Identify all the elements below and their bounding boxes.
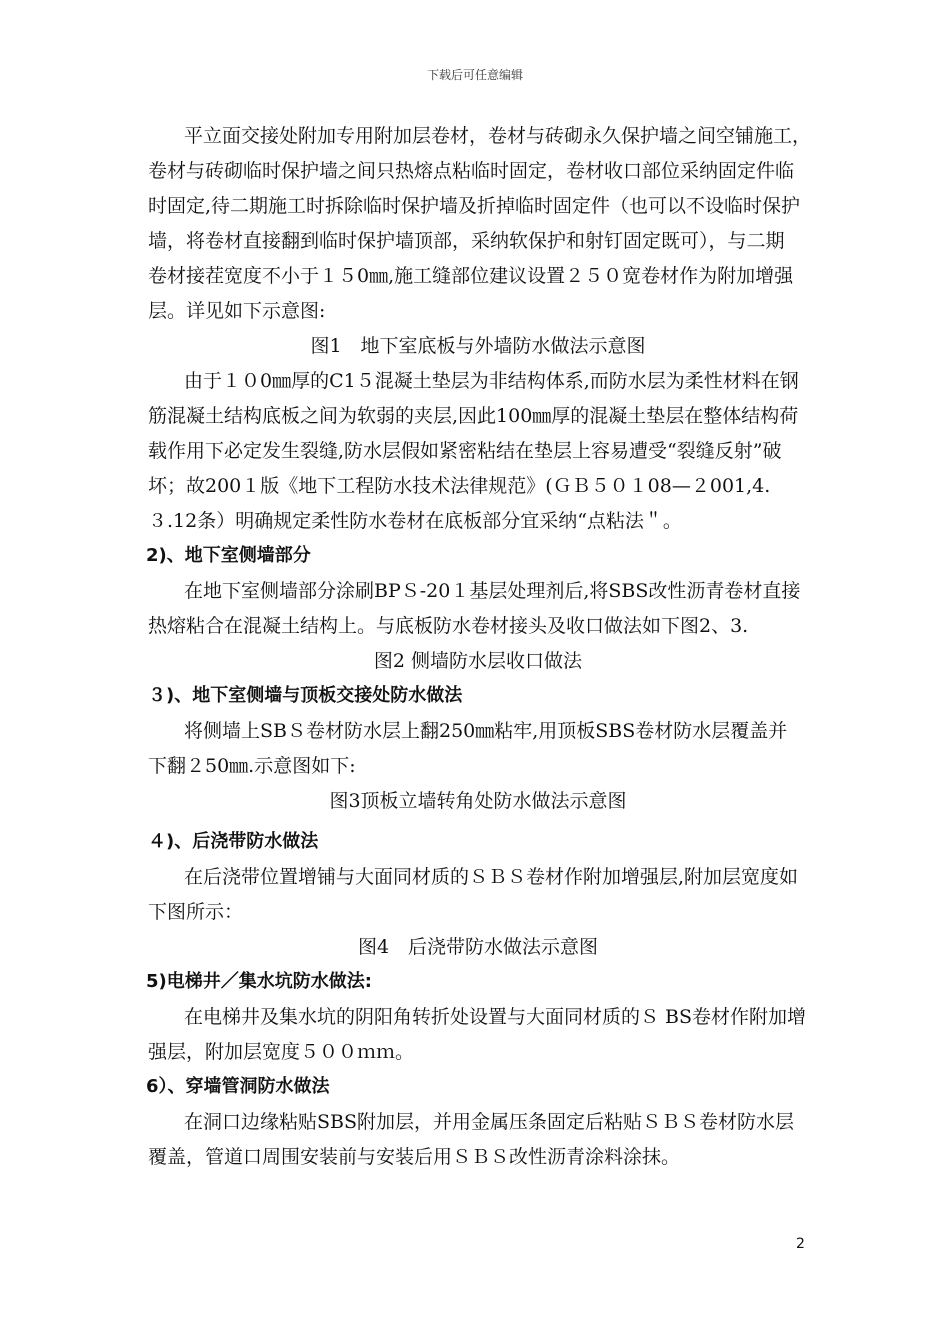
paragraph-line: 时固定,待二期施工时拆除临时保护墙及折掉临时固定件（也可以不设临时保护 [148, 195, 801, 217]
figure-caption: 图1 地下室底板与外墙防水做法示意图 [310, 335, 646, 357]
paragraph-line: 坏；故200１版《地下工程防水技术法律规范》(ＧＢ５０１08—２001,4. [148, 475, 771, 497]
paragraph-line: 由于１０0㎜厚的C1５混凝土垫层为非结构体系,而防水层为柔性材料在钢 [184, 370, 799, 392]
paragraph-line: 在后浇带位置增铺与大面同材质的ＳＢＳ卷材作附加增强层,附加层宽度如 [184, 866, 799, 888]
section-heading: ４)、后浇带防水做法 [148, 831, 319, 852]
paragraph-line: 在地下室侧墙部分涂刷BPＳ-20１基层处理剂后,将SBS改性沥青卷材直接 [184, 580, 801, 602]
paragraph-line: 层。详见如下示意图: [148, 300, 326, 322]
paragraph-line: 热熔粘合在混凝土结构上。与底板防水卷材接头及收口做法如下图2、3. [148, 615, 749, 637]
page-header: 下载后可任意编辑 [426, 68, 523, 82]
page-number: 2 [796, 1236, 805, 1252]
paragraph-line: 卷材接茬宽度不小于１５0㎜,施工缝部位建议设置２５０宽卷材作为附加增强 [148, 265, 794, 287]
section-heading: 2)、地下室侧墙部分 [146, 545, 311, 566]
paragraph-line: 在电梯井及集水坑的阴阳角转折处设置与大面同材质的Ｓ BS卷材作附加增 [184, 1006, 807, 1028]
section-heading: 5)电梯井／集水坑防水做法: [146, 971, 372, 992]
paragraph-line: 将侧墙上SBＳ卷材防水层上翻250㎜粘牢,用顶板SBS卷材防水层覆盖并 [184, 720, 788, 742]
figure-caption: 图4 后浇带防水做法示意图 [357, 936, 599, 958]
section-heading: 6）、穿墙管洞防水做法 [146, 1076, 330, 1097]
figure-caption: 图2 侧墙防水层收口做法 [373, 650, 583, 672]
paragraph-line: 在洞口边缘粘贴SBS附加层，并用金属压条固定后粘贴ＳＢＳ卷材防水层 [184, 1111, 794, 1133]
paragraph-line: 覆盖，管道口周围安装前与安装后用ＳＢＳ改性沥青涂料涂抹。 [148, 1146, 681, 1168]
paragraph-line: 筋混凝土结构底板之间为软弱的夹层,因此100㎜厚的混凝土垫层在整体结构荷 [148, 405, 799, 427]
paragraph-line: 下图所示： [148, 901, 244, 923]
paragraph-line: 下翻２50㎜.示意图如下: [148, 755, 356, 777]
section-heading: ３)、地下室侧墙与顶板交接处防水做法 [148, 685, 463, 706]
paragraph-line: 强层，附加层宽度５００ｍｍ。 [148, 1041, 415, 1063]
paragraph-line: 卷材与砖砌临时保护墙之间只热熔点粘临时固定，卷材收口部位采纳固定件临 [148, 160, 795, 182]
paragraph-line: 平立面交接处附加专用附加层卷材，卷材与砖砌永久保护墙之间空铺施工， [184, 125, 812, 147]
paragraph-line: 载作用下必定发生裂缝,防水层假如紧密粘结在垫层上容易遭受“裂缝反射”破 [148, 440, 782, 462]
figure-caption: 图3顶板立墙转角处防水做法示意图 [329, 790, 627, 812]
paragraph-line: ３.12条）明确规定柔性防水卷材在底板部分宜采纳“点粘法＂。 [148, 510, 682, 532]
paragraph-line: 墙，将卷材直接翻到临时保护墙顶部，采纳软保护和射钉固定既可），与二期 [148, 230, 785, 252]
